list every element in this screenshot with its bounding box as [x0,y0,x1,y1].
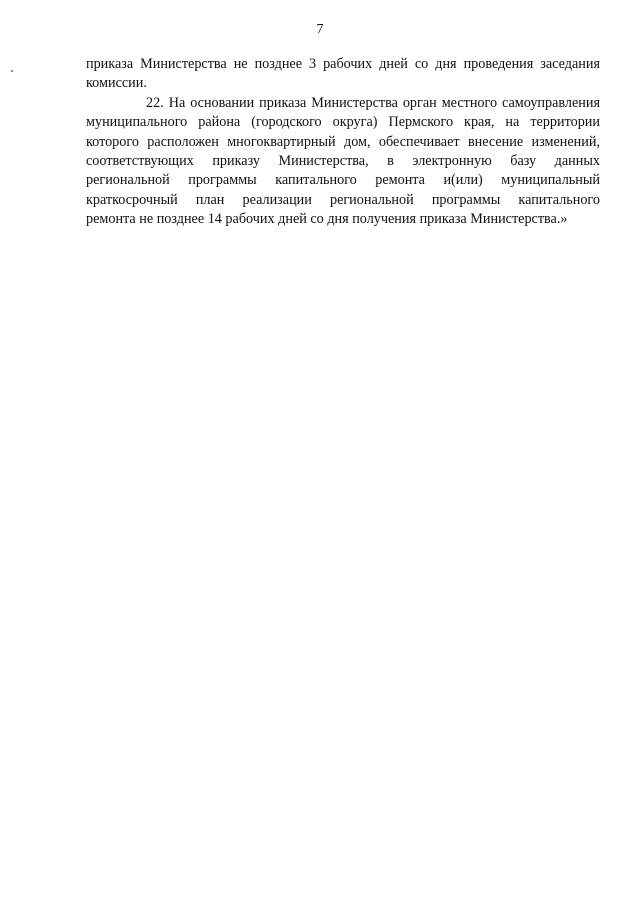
paragraph-clause-22 [86,94,600,230]
text-line: 22. На основании приказа Министерства орган местного самоуправления [146,94,600,111]
document-body [86,55,600,230]
text-line: региональной программы капитального ремонта и(или) муниципальный [86,172,600,189]
paragraph-continuation [86,55,600,94]
text-line: приказа Министерства не позднее 3 рабочих дней со дня проведения заседания [86,56,600,72]
text-line: муниципального района (городского округа) Пермского края, на территории [86,114,600,131]
text-line: ремонта не позднее 14 рабочих дней со дня получения приказа Министерства.» [86,211,568,228]
text-line: краткосрочный план реализации региональной программы капитального [86,191,600,208]
text-line: которого расположен многоквартирный дом, обеспечивает внесение изменений, [86,133,600,150]
text-line: соответствующих приказу Министерства, в электронную базу данных [86,153,600,170]
text-line: комиссии. [86,75,147,92]
scan-speck [11,70,13,72]
page-number: 7 [316,22,324,37]
